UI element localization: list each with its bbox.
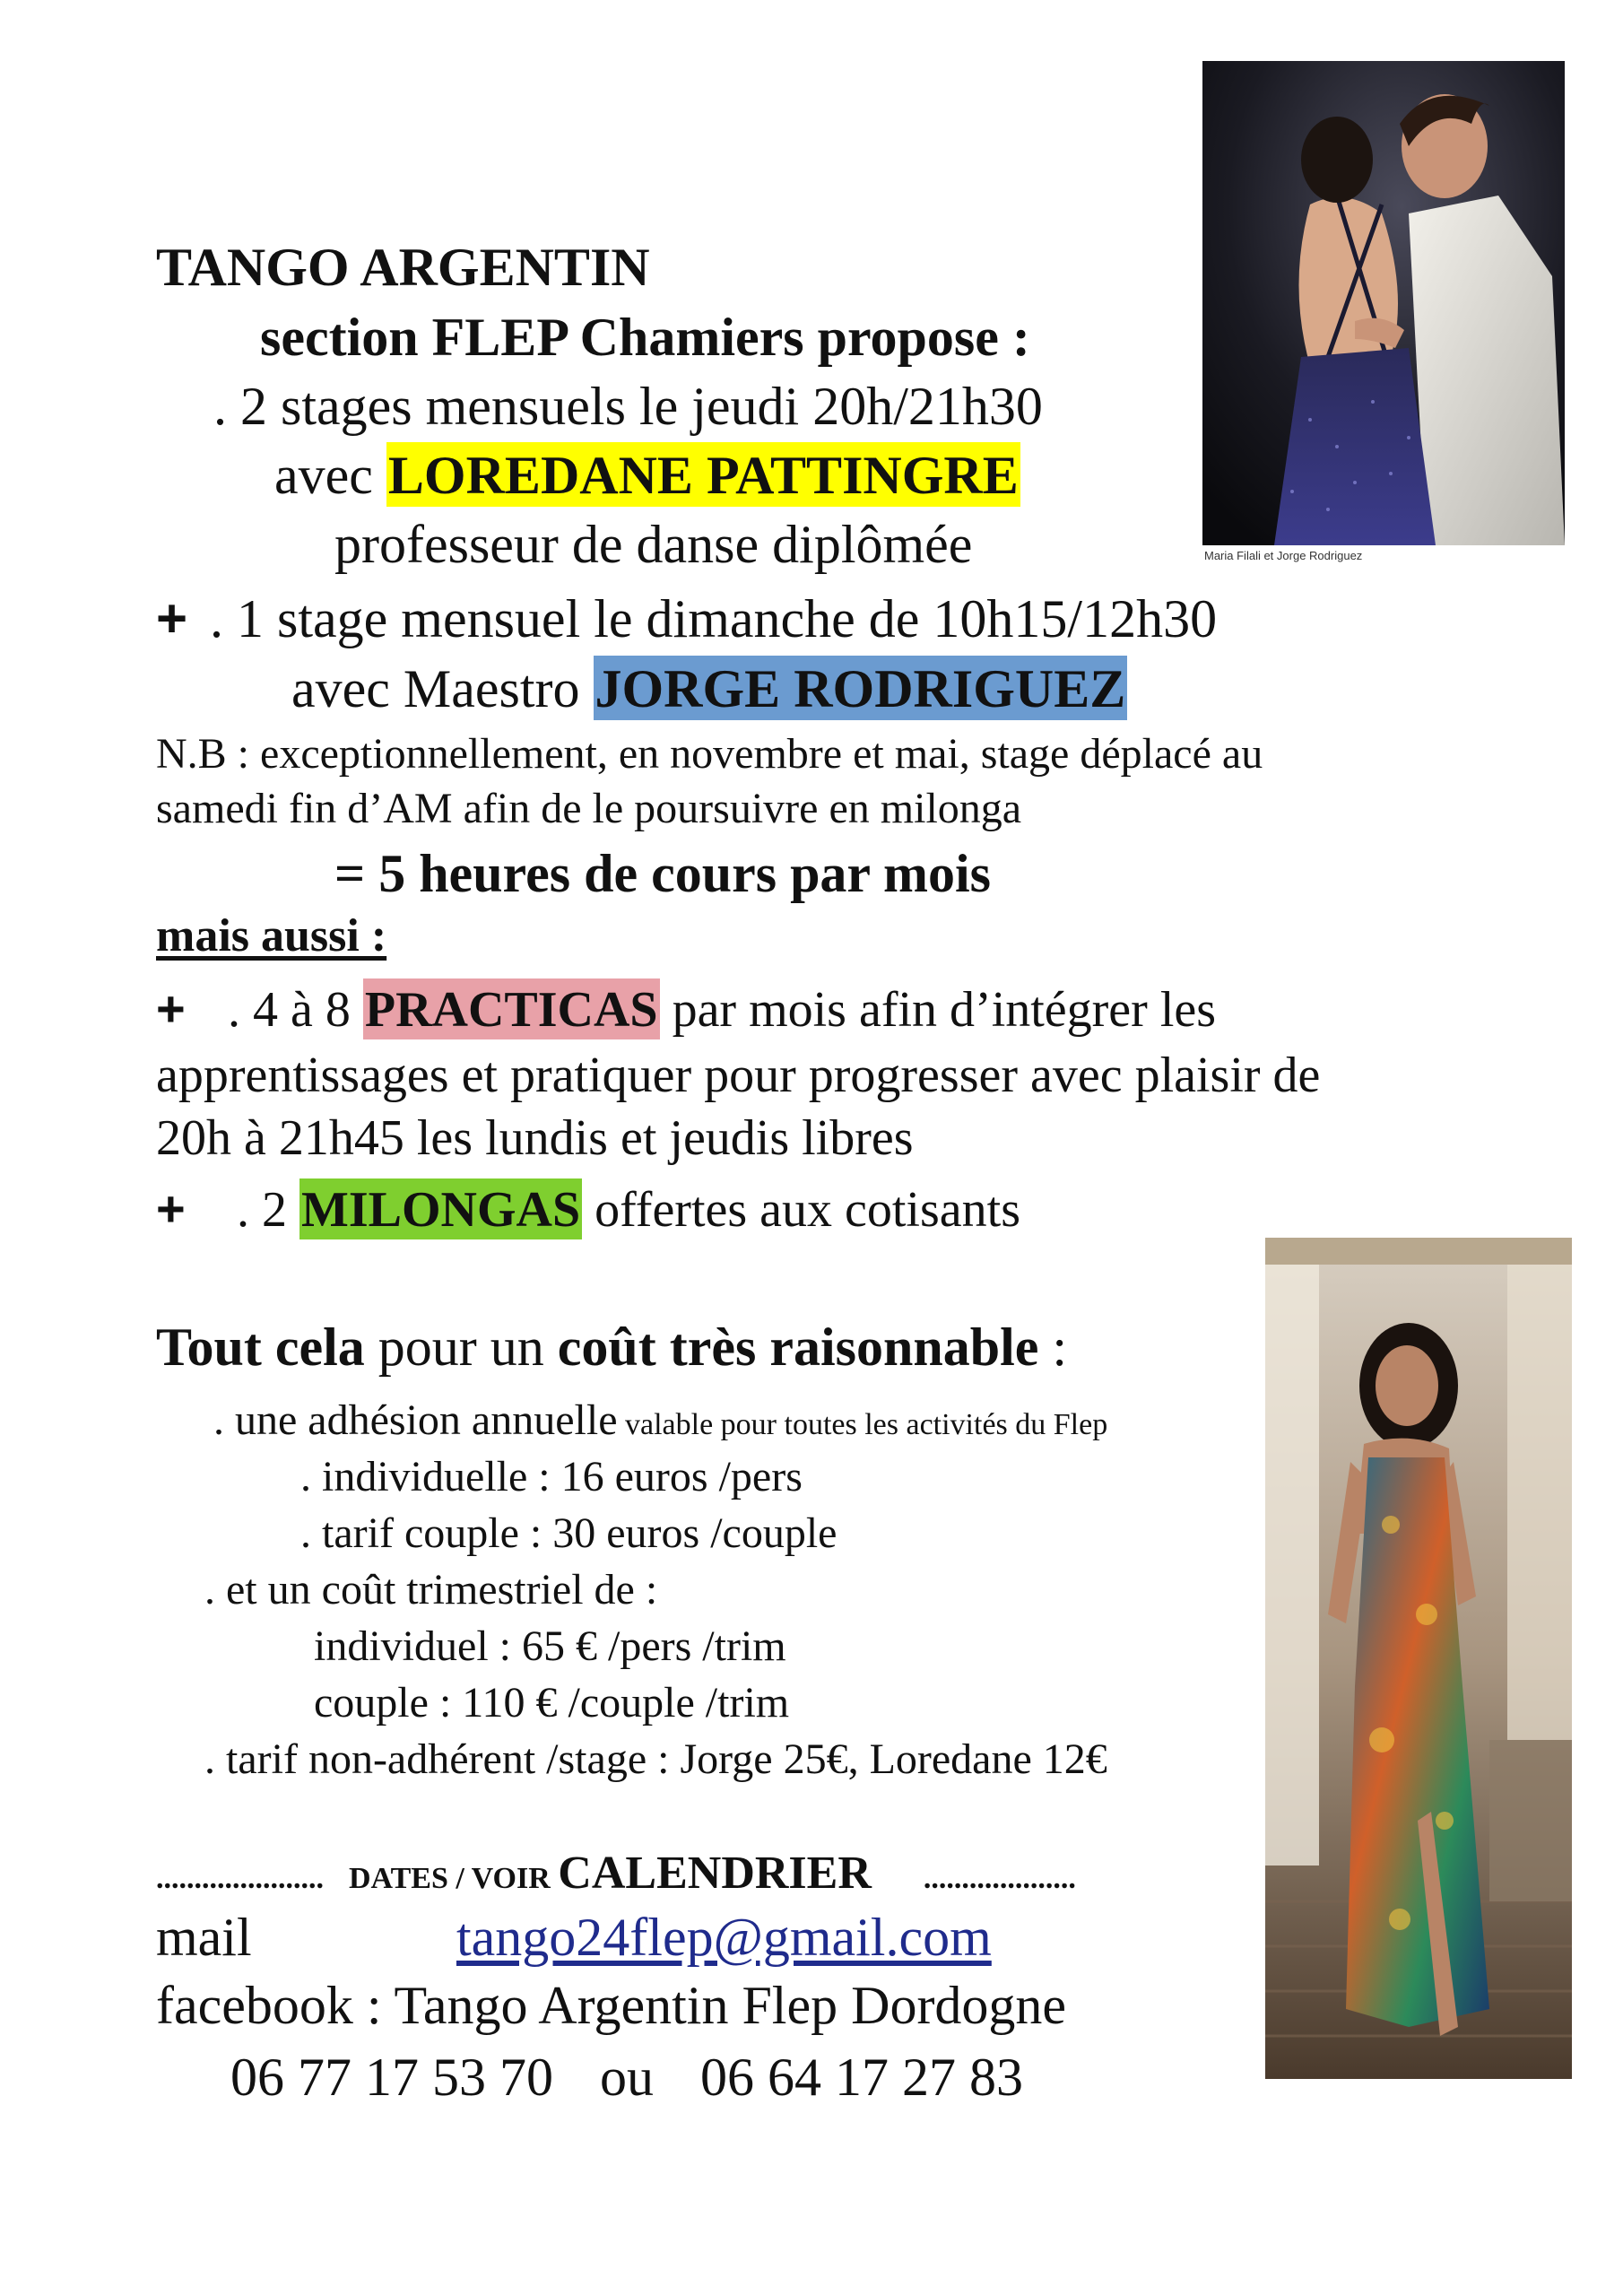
- dates-label: DATES / VOIR: [349, 1862, 559, 1895]
- adhesion-text: . une adhésion annuelle: [213, 1396, 618, 1444]
- non-adherent-price: . tarif non-adhérent /stage : Jorge 25€, Loredane 12€: [204, 1735, 1107, 1783]
- dates-line: [156, 1850, 1076, 1897]
- cost-heading-bold-1: Tout cela: [156, 1318, 365, 1377]
- dates-calendrier: CALENDRIER: [558, 1848, 872, 1899]
- page-subtitle: section FLEP Chamiers propose :: [260, 308, 1030, 367]
- couple-trim-price: couple : 110 € /couple /trim: [314, 1679, 790, 1726]
- adhesion-small-text: valable pour toutes les activités du Flep: [617, 1408, 1108, 1441]
- couple-price: . tarif couple : 30 euros /couple: [300, 1509, 838, 1557]
- milongas-highlight: MILONGAS: [299, 1178, 582, 1239]
- jorge-teacher-line: [291, 659, 1127, 718]
- page-title: TANGO ARGENTIN: [156, 238, 650, 297]
- loredane-teacher-line: [274, 446, 1020, 505]
- plus-icon: +: [156, 1180, 186, 1237]
- loredane-avec: avec: [274, 446, 386, 505]
- jorge-avec: avec Maestro: [291, 659, 594, 718]
- practicas-highlight: PRACTICAS: [363, 978, 660, 1039]
- plus-icon: +: [156, 980, 186, 1037]
- phone-separator: ou: [600, 2048, 654, 2107]
- mail-label: mail: [156, 1908, 252, 1967]
- practicas-line-2: apprentissages et pratiquer pour progresser avec plaisir de: [156, 1048, 1321, 1103]
- dates-dots-right: ....................: [923, 1862, 1076, 1895]
- milongas-pre: . 2: [237, 1182, 299, 1238]
- phone-1: 06 77 17 53 70: [230, 2048, 553, 2107]
- dancing-couple-photo: [1202, 61, 1565, 545]
- jorge-schedule-text: . 1 stage mensuel le dimanche de 10h15/12h30: [210, 589, 1218, 648]
- practicas-pre: . 4 à 8: [228, 982, 363, 1038]
- jorge-schedule: [156, 588, 1218, 648]
- loredane-schedule: . 2 stages mensuels le jeudi 20h/21h30: [213, 377, 1043, 436]
- cost-heading: [156, 1318, 1068, 1377]
- jorge-name: JORGE RODRIGUEZ: [594, 656, 1128, 720]
- phone-line: [230, 2048, 1023, 2107]
- total-hours: = 5 heures de cours par mois: [334, 844, 991, 903]
- practicas-line-3: 20h à 21h45 les lundis et jeudis libres: [156, 1110, 914, 1166]
- cost-heading-mid: pour un: [364, 1318, 558, 1377]
- nb-line-1: N.B : exceptionnellement, en novembre et mai, stage déplacé au: [156, 730, 1263, 778]
- trimestriel-heading: . et un coût trimestriel de :: [204, 1566, 658, 1613]
- plus-icon: +: [156, 588, 188, 648]
- milongas-line: [156, 1180, 1020, 1238]
- email-link[interactable]: tango24flep@gmail.com: [456, 1908, 992, 1967]
- phone-2: 06 64 17 27 83: [700, 2048, 1023, 2107]
- mais-aussi-heading: mais aussi :: [156, 910, 387, 961]
- dancer-woman-photo: [1265, 1238, 1572, 2079]
- individuelle-price: . individuelle : 16 euros /pers: [300, 1453, 803, 1500]
- loredane-role: professeur de danse diplômée: [334, 515, 973, 574]
- adhesion-line: [213, 1396, 1108, 1444]
- facebook-line: facebook : Tango Argentin Flep Dordogne: [156, 1976, 1067, 2035]
- dates-dots-left: ......................: [156, 1862, 324, 1895]
- cost-heading-end: :: [1038, 1318, 1068, 1377]
- practicas-line-1: [156, 980, 1217, 1038]
- practicas-post: par mois afin d’intégrer les: [659, 982, 1217, 1038]
- individuel-trim-price: individuel : 65 € /pers /trim: [314, 1622, 786, 1670]
- loredane-name: LOREDANE PATTINGRE: [386, 442, 1020, 507]
- photo-caption: Maria Filali et Jorge Rodriguez: [1204, 549, 1363, 562]
- cost-heading-bold-2: coût très raisonnable: [557, 1318, 1039, 1377]
- nb-line-2: samedi fin d’AM afin de le poursuivre en milonga: [156, 785, 1022, 832]
- milongas-post: offertes aux cotisants: [582, 1182, 1020, 1238]
